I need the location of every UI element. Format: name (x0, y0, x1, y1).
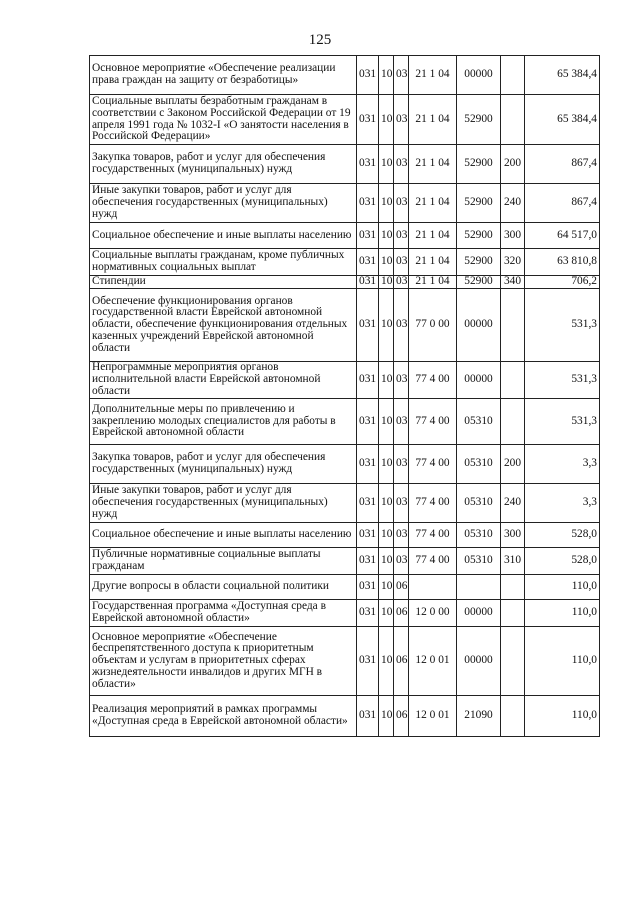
direction-code-cell: 05310 (457, 523, 501, 548)
program-code-cell: 77 4 00 (409, 548, 457, 575)
ministry-code-cell: 031 (357, 600, 379, 627)
section-code-cell: 10 (379, 223, 394, 249)
table-row (90, 362, 600, 399)
expense-type-cell (501, 95, 525, 145)
amount-cell: 65 384,4 (525, 56, 600, 95)
amount-cell: 110,0 (525, 575, 600, 600)
page-number: 125 (308, 32, 332, 48)
table-row (90, 184, 600, 223)
ministry-code-cell: 031 (357, 484, 379, 523)
row-name-cell: Основное мероприятие «Обеспечение беспрепятственного доступа к приоритетным объектам и услугам в приоритетных сферах жизнедеятельности инвалидов и других МГН в области» (90, 627, 357, 696)
section-code-cell: 10 (379, 362, 394, 399)
subsection-code-cell: 03 (394, 56, 409, 95)
table-row (90, 399, 600, 445)
program-code-cell: 12 0 01 (409, 696, 457, 737)
expense-type-cell: 300 (501, 523, 525, 548)
section-code-cell: 10 (379, 289, 394, 362)
amount-cell: 65 384,4 (525, 95, 600, 145)
direction-code-cell: 00000 (457, 289, 501, 362)
section-code-cell: 10 (379, 184, 394, 223)
section-code-cell: 10 (379, 548, 394, 575)
program-code-cell: 77 4 00 (409, 399, 457, 445)
table-row (90, 249, 600, 276)
table-row (90, 600, 600, 627)
row-name-cell: Публичные нормативные социальные выплаты гражданам (90, 548, 357, 575)
ministry-code-cell: 031 (357, 445, 379, 484)
ministry-code-cell: 031 (357, 276, 379, 289)
row-name-cell: Иные закупки товаров, работ и услуг для обеспечения государственных (муниципальных) нужд (90, 184, 357, 223)
section-code-cell: 10 (379, 600, 394, 627)
amount-cell: 63 810,8 (525, 249, 600, 276)
ministry-code-cell: 031 (357, 289, 379, 362)
program-code-cell: 77 4 00 (409, 362, 457, 399)
row-name-cell: Социальное обеспечение и иные выплаты населению (90, 523, 357, 548)
subsection-code-cell: 03 (394, 223, 409, 249)
table-row (90, 484, 600, 523)
section-code-cell: 10 (379, 445, 394, 484)
expense-type-cell (501, 696, 525, 737)
expense-type-cell (501, 56, 525, 95)
section-code-cell: 10 (379, 56, 394, 95)
ministry-code-cell: 031 (357, 56, 379, 95)
expense-type-cell: 200 (501, 445, 525, 484)
table-row (90, 56, 600, 95)
ministry-code-cell: 031 (357, 145, 379, 184)
row-name-cell: Социальные выплаты гражданам, кроме публичных нормативных социальных выплат (90, 249, 357, 276)
table-row (90, 548, 600, 575)
section-code-cell: 10 (379, 627, 394, 696)
program-code-cell: 77 4 00 (409, 523, 457, 548)
section-code-cell: 10 (379, 484, 394, 523)
program-code-cell: 77 0 00 (409, 289, 457, 362)
table-row (90, 523, 600, 548)
subsection-code-cell: 03 (394, 95, 409, 145)
amount-cell: 110,0 (525, 627, 600, 696)
subsection-code-cell: 03 (394, 184, 409, 223)
table-row (90, 627, 600, 696)
expense-type-cell: 240 (501, 184, 525, 223)
ministry-code-cell: 031 (357, 627, 379, 696)
subsection-code-cell: 03 (394, 289, 409, 362)
table-row (90, 223, 600, 249)
amount-cell: 3,3 (525, 484, 600, 523)
row-name-cell: Закупка товаров, работ и услуг для обеспечения государственных (муниципальных) нужд (90, 445, 357, 484)
expense-type-cell (501, 362, 525, 399)
row-name-cell: Государственная программа «Доступная среда в Еврейской автономной области» (90, 600, 357, 627)
direction-code-cell: 05310 (457, 445, 501, 484)
ministry-code-cell: 031 (357, 696, 379, 737)
expense-type-cell: 240 (501, 484, 525, 523)
program-code-cell: 21 1 04 (409, 56, 457, 95)
direction-code-cell: 05310 (457, 484, 501, 523)
ministry-code-cell: 031 (357, 548, 379, 575)
table-row (90, 145, 600, 184)
table-row (90, 276, 600, 289)
subsection-code-cell: 03 (394, 445, 409, 484)
row-name-cell: Социальные выплаты безработным гражданам в соответствии с Законом Российской Федерации от 19 апреля 1991 года № 1032-I «О занятости населения в Российской Федерации» (90, 95, 357, 145)
amount-cell: 528,0 (525, 548, 600, 575)
ministry-code-cell: 031 (357, 249, 379, 276)
subsection-code-cell: 03 (394, 548, 409, 575)
ministry-code-cell: 031 (357, 223, 379, 249)
row-name-cell: Социальное обеспечение и иные выплаты населению (90, 223, 357, 249)
amount-cell: 867,4 (525, 145, 600, 184)
table-row (90, 445, 600, 484)
section-code-cell: 10 (379, 696, 394, 737)
row-name-cell: Дополнительные меры по привлечению и закреплению молодых специалистов для работы в Еврейской автономной области (90, 399, 357, 445)
direction-code-cell: 05310 (457, 399, 501, 445)
ministry-code-cell: 031 (357, 523, 379, 548)
section-code-cell: 10 (379, 399, 394, 445)
direction-code-cell (457, 575, 501, 600)
table-row (90, 575, 600, 600)
direction-code-cell: 00000 (457, 627, 501, 696)
subsection-code-cell: 03 (394, 145, 409, 184)
subsection-code-cell: 03 (394, 362, 409, 399)
amount-cell: 531,3 (525, 289, 600, 362)
subsection-code-cell: 06 (394, 600, 409, 627)
subsection-code-cell: 06 (394, 627, 409, 696)
ministry-code-cell: 031 (357, 95, 379, 145)
section-code-cell: 10 (379, 575, 394, 600)
program-code-cell: 21 1 04 (409, 223, 457, 249)
ministry-code-cell: 031 (357, 184, 379, 223)
table-row (90, 289, 600, 362)
expense-type-cell (501, 575, 525, 600)
row-name-cell: Иные закупки товаров, работ и услуг для обеспечения государственных (муниципальных) нужд (90, 484, 357, 523)
amount-cell: 528,0 (525, 523, 600, 548)
program-code-cell: 77 4 00 (409, 484, 457, 523)
row-name-cell: Закупка товаров, работ и услуг для обеспечения государственных (муниципальных) нужд (90, 145, 357, 184)
amount-cell: 867,4 (525, 184, 600, 223)
table-row (90, 696, 600, 737)
row-name-cell: Непрограммные мероприятия органов исполнительной власти Еврейской автономной области (90, 362, 357, 399)
direction-code-cell: 00000 (457, 600, 501, 627)
ministry-code-cell: 031 (357, 399, 379, 445)
program-code-cell: 12 0 01 (409, 627, 457, 696)
subsection-code-cell: 03 (394, 249, 409, 276)
subsection-code-cell: 06 (394, 575, 409, 600)
direction-code-cell: 52900 (457, 223, 501, 249)
section-code-cell: 10 (379, 145, 394, 184)
expense-type-cell: 300 (501, 223, 525, 249)
ministry-code-cell: 031 (357, 362, 379, 399)
expense-type-cell: 340 (501, 276, 525, 289)
amount-cell: 531,3 (525, 399, 600, 445)
program-code-cell: 21 1 04 (409, 276, 457, 289)
section-code-cell: 10 (379, 249, 394, 276)
row-name-cell: Другие вопросы в области социальной политики (90, 575, 357, 600)
subsection-code-cell: 06 (394, 696, 409, 737)
direction-code-cell: 52900 (457, 249, 501, 276)
direction-code-cell: 52900 (457, 95, 501, 145)
direction-code-cell: 52900 (457, 145, 501, 184)
program-code-cell: 77 4 00 (409, 445, 457, 484)
program-code-cell: 21 1 04 (409, 184, 457, 223)
amount-cell: 531,3 (525, 362, 600, 399)
direction-code-cell: 52900 (457, 276, 501, 289)
table-row (90, 95, 600, 145)
amount-cell: 64 517,0 (525, 223, 600, 249)
table-body (90, 56, 600, 737)
subsection-code-cell: 03 (394, 484, 409, 523)
expense-type-cell (501, 600, 525, 627)
amount-cell: 3,3 (525, 445, 600, 484)
subsection-code-cell: 03 (394, 523, 409, 548)
direction-code-cell: 05310 (457, 548, 501, 575)
expense-type-cell (501, 627, 525, 696)
direction-code-cell: 00000 (457, 362, 501, 399)
expense-type-cell: 320 (501, 249, 525, 276)
program-code-cell: 21 1 04 (409, 95, 457, 145)
expense-type-cell: 200 (501, 145, 525, 184)
program-code-cell: 21 1 04 (409, 249, 457, 276)
section-code-cell: 10 (379, 523, 394, 548)
section-code-cell: 10 (379, 276, 394, 289)
ministry-code-cell: 031 (357, 575, 379, 600)
section-code-cell: 10 (379, 95, 394, 145)
amount-cell: 110,0 (525, 600, 600, 627)
row-name-cell: Стипендии (90, 276, 357, 289)
row-name-cell: Обеспечение функционирования органов государственной власти Еврейской автономной области, обеспечение функционирования отдельных казенных учреждений Еврейской автономной области (90, 289, 357, 362)
row-name-cell: Реализация мероприятий в рамках программы «Доступная среда в Еврейской автономной области» (90, 696, 357, 737)
program-code-cell (409, 575, 457, 600)
row-name-cell: Основное мероприятие «Обеспечение реализации права граждан на защиту от безработицы» (90, 56, 357, 95)
expense-type-cell: 310 (501, 548, 525, 575)
expense-type-cell (501, 399, 525, 445)
program-code-cell: 21 1 04 (409, 145, 457, 184)
subsection-code-cell: 03 (394, 276, 409, 289)
direction-code-cell: 00000 (457, 56, 501, 95)
amount-cell: 706,2 (525, 276, 600, 289)
direction-code-cell: 21090 (457, 696, 501, 737)
subsection-code-cell: 03 (394, 399, 409, 445)
direction-code-cell: 52900 (457, 184, 501, 223)
budget-table (89, 55, 600, 737)
program-code-cell: 12 0 00 (409, 600, 457, 627)
expense-type-cell (501, 289, 525, 362)
amount-cell: 110,0 (525, 696, 600, 737)
